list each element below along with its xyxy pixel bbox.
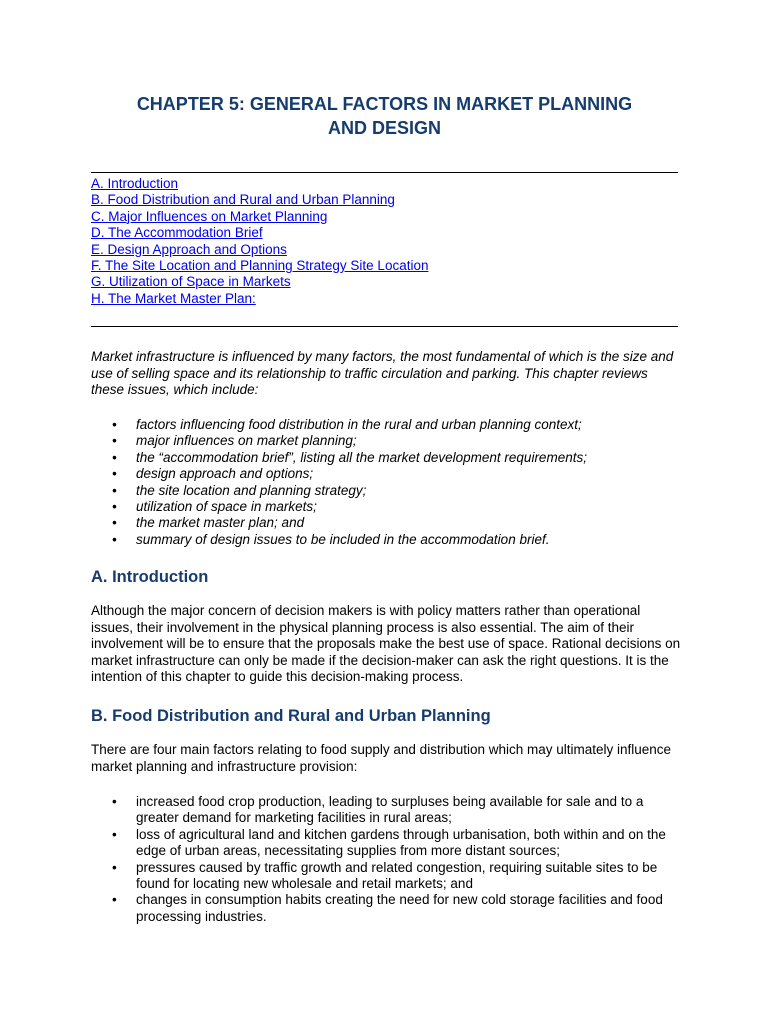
toc-link-accommodation-brief[interactable]: D. The Accommodation Brief (91, 225, 263, 241)
toc-link-utilization-of-space[interactable]: G. Utilization of Space in Markets (91, 274, 291, 290)
chapter-title (91, 92, 678, 140)
chapter-title-line-2: AND DESIGN (327, 118, 441, 138)
toc-item (91, 258, 428, 274)
toc-link-design-approach[interactable]: E. Design Approach and Options (91, 241, 287, 257)
section-heading-introduction: A. Introduction (91, 568, 209, 586)
toc-item (91, 225, 428, 241)
toc-link-site-location[interactable]: F. The Site Location and Planning Strategy Site Location (91, 258, 429, 274)
list-item: • loss of agricultural land and kitchen gardens through urbanisation, both within and on the edge of urban areas, necessitating supplies from more distant sources; (91, 827, 686, 860)
toc-item (91, 192, 428, 208)
list-item: • design approach and options; (91, 466, 691, 482)
list-item: • changes in consumption habits creating the need for new cold storage facilities and food processing industries. (91, 892, 686, 925)
chapter-title-line-1: CHAPTER 5: GENERAL FACTORS IN MARKET PLANNING (136, 94, 633, 114)
list-item: • major influences on market planning; (91, 433, 691, 449)
toc-item (91, 209, 428, 225)
toc-bottom-rule (91, 326, 678, 327)
table-of-contents (91, 176, 428, 307)
list-item: • pressures caused by traffic growth and related congestion, requiring suitable sites to be found for locating new wholesale and retail markets; and (91, 860, 686, 893)
toc-item (91, 274, 428, 290)
toc-item (91, 176, 428, 192)
list-item: • utilization of space in markets; (91, 499, 691, 515)
section-heading-food-distribution: B. Food Distribution and Rural and Urban Planning (91, 707, 491, 725)
toc-link-food-distribution[interactable]: B. Food Distribution and Rural and Urban Planning (91, 192, 395, 208)
toc-item (91, 291, 428, 307)
intro-bullet-list (91, 417, 691, 548)
toc-top-rule (91, 172, 678, 173)
list-item: • summary of design issues to be included in the accommodation brief. (91, 532, 691, 548)
list-item: • the “accommodation brief”, listing all the market development requirements; (91, 450, 691, 466)
list-item: • the market master plan; and (91, 515, 691, 531)
food-distribution-bullet-list (91, 794, 686, 925)
toc-item (91, 242, 428, 258)
intro-paragraph: Market infrastructure is influenced by many factors, the most fundamental of which is the size and use of selling space and its relationship to traffic circulation and parking. This chapter reviews these issues, which include: (91, 349, 674, 397)
toc-link-market-master-plan[interactable]: H. The Market Master Plan: (91, 290, 256, 306)
toc-link-introduction[interactable]: A. Introduction (91, 176, 179, 191)
list-item: • the site location and planning strategy; (91, 483, 691, 499)
introduction-paragraph: Although the major concern of decision makers is with policy matters rather than operational issues, their involvement in the physical planning process is also essential. The aim of their involvement will be to ensure that the proposals make the best use of space. Rational decisions on market infrastructure can only be made if the decision-maker can ask the right questions. It is the intention of this chapter to guide this decision-making process. (91, 603, 681, 684)
list-item: • factors influencing food distribution in the rural and urban planning context; (91, 417, 691, 433)
list-item: • increased food crop production, leading to surpluses being available for sale and to a greater demand for marketing facilities in rural areas; (91, 794, 686, 827)
toc-link-major-influences[interactable]: C. Major Influences on Market Planning (91, 208, 328, 224)
food-distribution-paragraph: There are four main factors relating to food supply and distribution which may ultimately influence market planning and infrastructure provision: (91, 742, 672, 774)
